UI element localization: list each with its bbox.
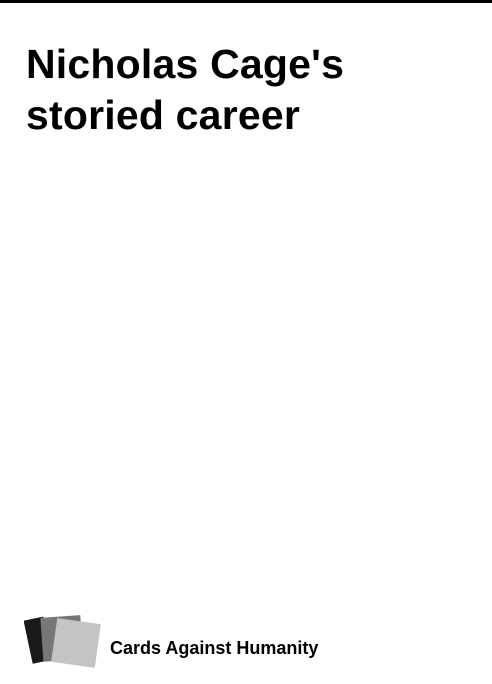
brand-name: Cards Against Humanity bbox=[110, 637, 319, 658]
card-text: Nicholas Cage's storied career bbox=[26, 41, 345, 138]
card-footer bbox=[24, 613, 318, 669]
three-cards-icon bbox=[24, 613, 106, 669]
logo-card-front bbox=[51, 618, 101, 668]
